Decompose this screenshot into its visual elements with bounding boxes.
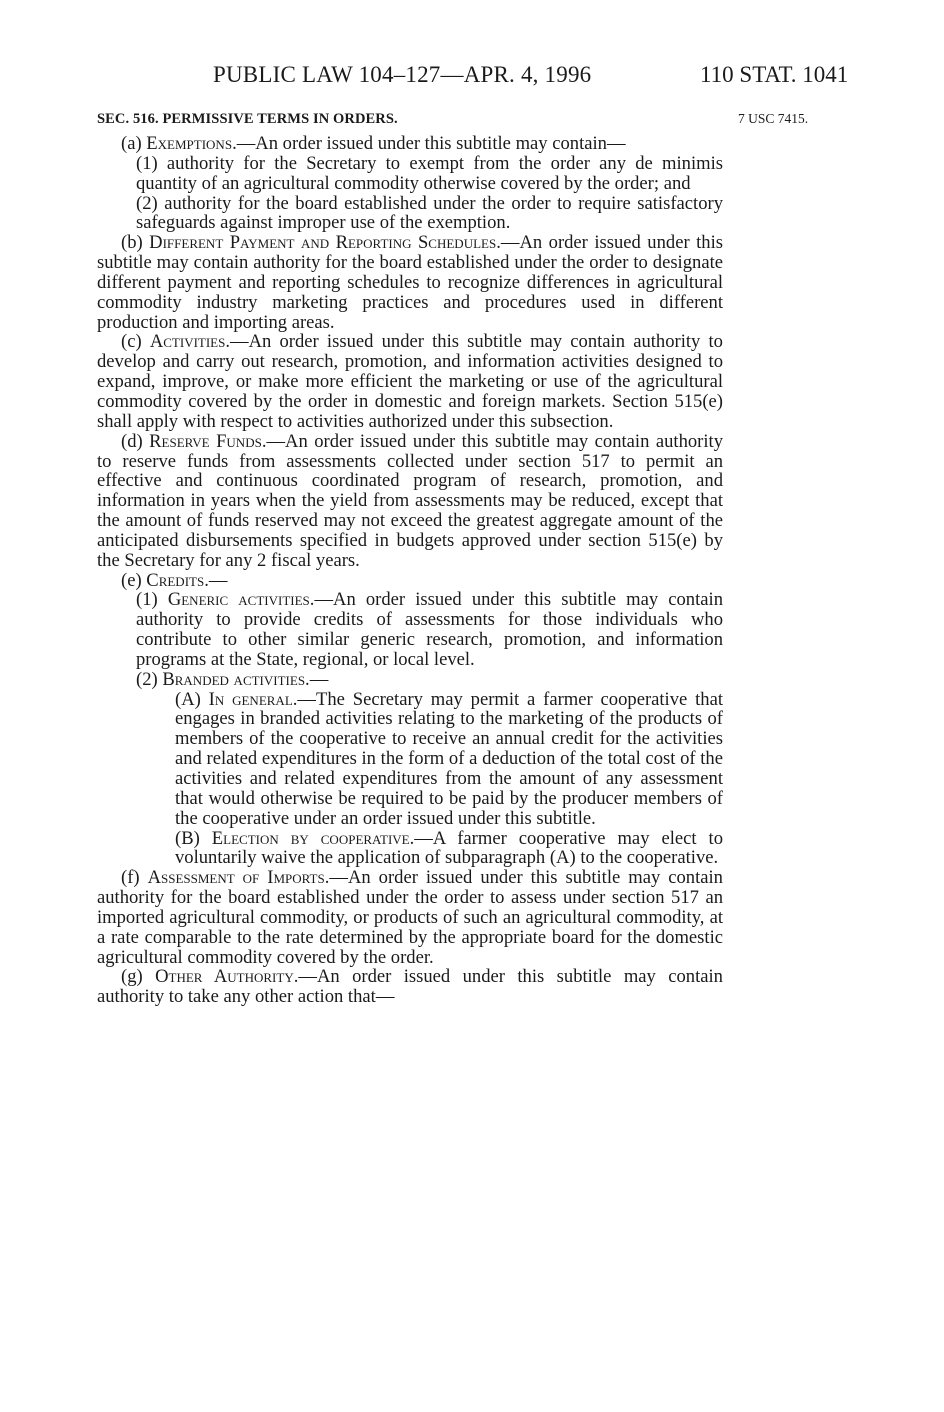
paragraph-e2-text: .— xyxy=(305,668,329,690)
subsection-a-caption: Exemptions xyxy=(146,133,233,154)
subsection-a-text: .—An order issued under this subtitle may contain— xyxy=(232,133,626,154)
subsection-d-label: (d) xyxy=(121,430,150,452)
subsection-f-text: .—An order issued under this subtitle may contain authority for the board established under the order to assess under section 517 an imported agricultural commodity, or products of such an agricultural commodity, at a rate comparable to the rate determined by the appropriate board for the domestic agricultural commodity covered by the order. xyxy=(97,867,723,968)
subsection-f xyxy=(97,868,723,967)
paragraph-e2-caption: Branded activities xyxy=(162,668,306,690)
subsection-e-label: (e) xyxy=(121,569,147,591)
subsection-e xyxy=(97,571,723,591)
subsection-g-text: .—An order issued under this subtitle may contain authority to take any other action that— xyxy=(97,966,723,1008)
paragraph-e2 xyxy=(97,670,723,690)
paragraph-e1-text: .—An order issued under this subtitle may contain authority to provide credits of assessments for those individuals who contribute to other similar generic research, promotion, and information programs at the State, regional, or local level. xyxy=(136,589,723,670)
subparagraph-e2A-label: (A) xyxy=(175,688,209,710)
subparagraph-e2B-label: (B) xyxy=(175,827,212,849)
subsection-d xyxy=(97,432,723,571)
subsection-g-label: (g) xyxy=(121,966,156,988)
paragraph-a2: (2) authority for the board established under the order to require satisfactory safeguards against improper use of the exemption. xyxy=(136,192,723,234)
subparagraph-e2A-text: .—The Secretary may permit a farmer cooperative that engages in branded activities relating to the marketing of the products of members of the cooperative to receive an annual credit for the activities and related expenditures in the form of a deduction of the total cost of the activities and related expenditures from the amount of any assessment that would otherwise be required to be paid by the producer members of the cooperative under an order issued under this subtitle. xyxy=(175,688,724,829)
subparagraph-e2B-text: .—A farmer cooperative may elect to voluntarily waive the application of subparagraph (A) to the cooperative. xyxy=(175,827,724,869)
subsection-c-label: (c) xyxy=(121,331,150,353)
subsection-b-text: .—An order issued under this subtitle may contain authority for the board established under the order to designate different payment and reporting schedules to recognize differences in agricultural commodity industry marketing practices and procedures used in different production and importing areas. xyxy=(97,232,723,333)
subsection-a-label: (a) xyxy=(121,133,147,154)
subsection-e-text: .— xyxy=(204,569,228,591)
section-heading: SEC. 516. PERMISSIVE TERMS IN ORDERS. xyxy=(97,111,398,127)
subsection-b-label: (b) xyxy=(121,232,150,254)
subparagraph-e2A-caption: In general xyxy=(208,688,293,710)
subsection-d-text: .—An order issued under this subtitle may contain authority to reserve funds from assessments collected under section 517 to permit an effective and continuous coordinated program of research, promotion, and information in years when the yield from assessments may be reduced, except that the amount of funds reserved may not exceed the greatest aggregate amount of the anticipated disbursements specified in budgets approved under section 515(e) by the Secretary for any 2 fiscal years. xyxy=(97,430,723,571)
subsection-d-caption: Reserve Funds xyxy=(149,430,262,452)
paragraph-e1-label: (1) xyxy=(136,589,168,611)
page-header-title: PUBLIC LAW 104–127—APR. 4, 1996 xyxy=(213,62,592,87)
section-body xyxy=(97,109,723,1007)
subparagraph-e2A xyxy=(97,690,723,829)
subsection-f-label: (f) xyxy=(121,867,148,889)
paragraph-e1-caption: Generic activities xyxy=(167,589,310,611)
subsection-g-caption: Other Authority xyxy=(155,966,294,988)
subsection-c xyxy=(97,332,723,431)
subsection-b xyxy=(97,233,723,332)
subsection-f-caption: Assessment of Imports xyxy=(147,867,325,889)
subsection-a xyxy=(97,134,723,154)
subsection-b-caption: Different Payment and Reporting Schedules xyxy=(149,232,497,254)
margin-citation: 7 USC 7415. xyxy=(738,111,809,126)
subsection-c-text: .—An order issued under this subtitle may contain authority to develop and carry out research, promotion, and information activities designed to expand, improve, or make more efficient the marketing or use of the agricultural commodity covered by the order in domestic and foreign markets. Section 515(e) shall apply with respect to activities authorized under this subsection. xyxy=(97,331,723,432)
subsection-g xyxy=(97,967,723,1007)
paragraph-a1: (1) authority for the Secretary to exempt from the order any de minimis quantity of an agricultural commodity otherwise covered by the order; and xyxy=(136,152,723,194)
subsection-c-caption: Activities xyxy=(149,331,226,353)
subparagraph-e2B-caption: Election by cooperative xyxy=(211,827,410,849)
subsection-e-caption: Credits xyxy=(146,569,205,591)
page-header-stat: 110 STAT. 1041 xyxy=(700,62,849,87)
subparagraph-e2B xyxy=(97,829,723,869)
paragraph-e1 xyxy=(97,590,723,669)
paragraph-e2-label: (2) xyxy=(136,668,163,690)
